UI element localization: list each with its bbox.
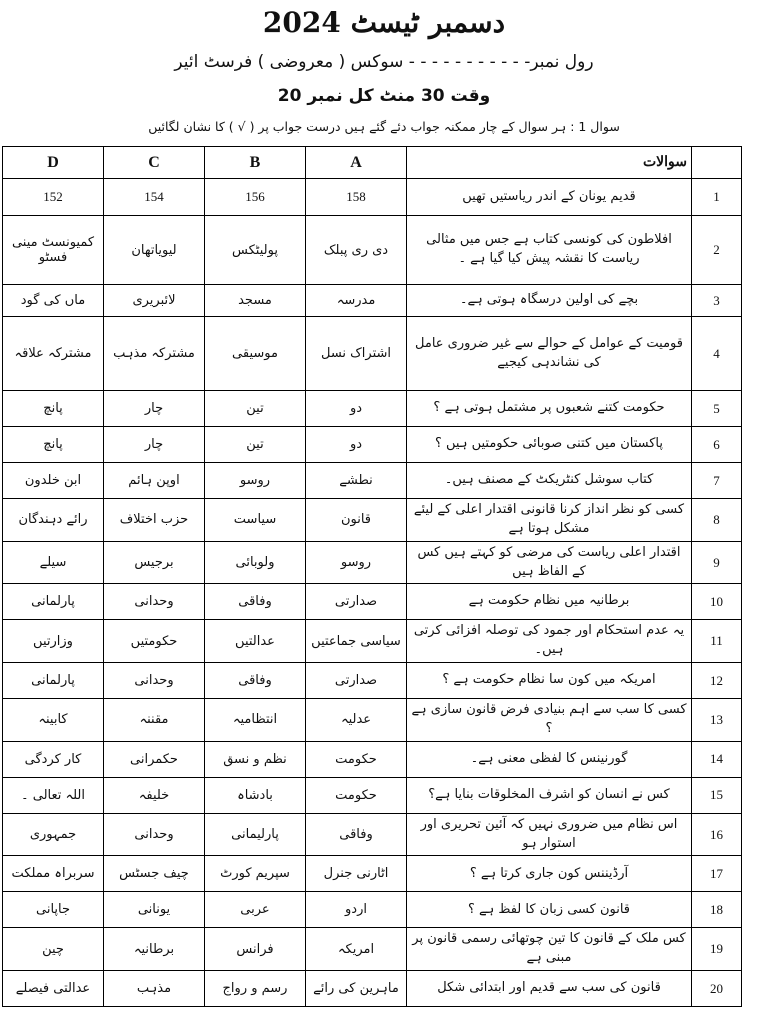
table-row <box>3 741 742 777</box>
option-d[interactable]: کمیونسٹ مینی فسٹو <box>3 216 104 285</box>
col-header-d: D <box>3 147 104 179</box>
option-d[interactable]: رائے دہندگان <box>3 499 104 542</box>
table-row <box>3 699 742 742</box>
option-c[interactable]: مذہب <box>104 971 205 1007</box>
option-d[interactable]: مشترکہ علاقہ <box>3 317 104 391</box>
questions-table <box>2 146 742 1007</box>
question-text: بچے کی اولین درسگاہ ہوتی ہے۔ <box>407 285 692 317</box>
table-row <box>3 971 742 1007</box>
option-a[interactable]: ماہرین کی رائے <box>306 971 407 1007</box>
option-a[interactable]: دی ری پبلک <box>306 216 407 285</box>
option-b[interactable]: تین <box>205 427 306 463</box>
option-b[interactable]: پارلیمانی <box>205 813 306 856</box>
table-row <box>3 663 742 699</box>
option-c[interactable]: وحدانی <box>104 584 205 620</box>
table-row <box>3 928 742 971</box>
option-d[interactable]: پانچ <box>3 391 104 427</box>
option-a[interactable]: سیاسی جماعتیں <box>306 620 407 663</box>
option-a[interactable]: صدارتی <box>306 584 407 620</box>
question-text: اقتدار اعلی ریاست کی مرضی کو کہتے ہیں کس کے الفاظ ہیں <box>407 541 692 584</box>
col-header-questions: سوالات <box>407 147 692 179</box>
option-b[interactable]: انتظامیہ <box>205 699 306 742</box>
roll-number-subject-line: رول نمبر- - - - - - - - - - - سوکس ( معروضی ) فرسٹ ائیر <box>174 52 594 72</box>
option-c[interactable]: اوپن ہائم <box>104 463 205 499</box>
col-header-number <box>692 147 742 179</box>
option-c[interactable]: برطانیہ <box>104 928 205 971</box>
questions-body <box>3 179 742 1007</box>
option-d[interactable]: پارلمانی <box>3 584 104 620</box>
question-number: 7 <box>692 463 742 499</box>
table-header-row <box>3 147 742 179</box>
option-b[interactable]: ولوبائی <box>205 541 306 584</box>
option-a[interactable]: امریکہ <box>306 928 407 971</box>
col-header-c: C <box>104 147 205 179</box>
question-text: گورنینس کا لفظی معنی ہے۔ <box>407 741 692 777</box>
table-row <box>3 777 742 813</box>
option-b[interactable]: رسم و رواج <box>205 971 306 1007</box>
option-a[interactable]: 158 <box>306 179 407 216</box>
question-number: 10 <box>692 584 742 620</box>
table-row <box>3 463 742 499</box>
col-header-b: B <box>205 147 306 179</box>
option-b[interactable]: سیاست <box>205 499 306 542</box>
option-c[interactable]: چار <box>104 391 205 427</box>
option-d[interactable]: پانچ <box>3 427 104 463</box>
option-a[interactable]: حکومت <box>306 777 407 813</box>
table-row <box>3 892 742 928</box>
option-a[interactable]: اٹارنی جنرل <box>306 856 407 892</box>
question-text: قانون کی سب سے قدیم اور ابتدائی شکل <box>407 971 692 1007</box>
table-row <box>3 620 742 663</box>
option-a[interactable]: اشتراک نسل <box>306 317 407 391</box>
option-a[interactable]: صدارتی <box>306 663 407 699</box>
option-b[interactable]: عدالتیں <box>205 620 306 663</box>
option-b[interactable]: سپریم کورٹ <box>205 856 306 892</box>
option-d[interactable]: کابینہ <box>3 699 104 742</box>
table-row <box>3 813 742 856</box>
option-d[interactable]: کار کردگی <box>3 741 104 777</box>
table-row <box>3 499 742 542</box>
question-number: 18 <box>692 892 742 928</box>
question-number: 2 <box>692 216 742 285</box>
table-row <box>3 584 742 620</box>
question-text: یہ عدم استحکام اور جمود کی توصلہ افزائی کرتی ہیں۔ <box>407 620 692 663</box>
option-b[interactable]: نظم و نسق <box>205 741 306 777</box>
option-d[interactable]: عدالتی فیصلے <box>3 971 104 1007</box>
option-c[interactable]: وحدانی <box>104 813 205 856</box>
time-marks-line: وقت 30 منٹ کل نمبر 20 <box>277 86 491 106</box>
option-d[interactable]: پارلمانی <box>3 663 104 699</box>
option-a[interactable]: وفاقی <box>306 813 407 856</box>
question-number: 11 <box>692 620 742 663</box>
question-number: 9 <box>692 541 742 584</box>
question-number: 12 <box>692 663 742 699</box>
option-c[interactable]: مشترکہ مذہب <box>104 317 205 391</box>
question-text: افلاطون کی کونسی کتاب ہے جس میں مثالی ریاست کا نقشہ پیش کیا گیا ہے ۔ <box>407 216 692 285</box>
table-row <box>3 285 742 317</box>
question-text: کتاب سوشل کنٹریکٹ کے مصنف ہیں۔ <box>407 463 692 499</box>
option-d[interactable]: سربراہ مملکت <box>3 856 104 892</box>
table-row <box>3 317 742 391</box>
question-number: 19 <box>692 928 742 971</box>
question-number: 16 <box>692 813 742 856</box>
option-d[interactable]: ابن خلدون <box>3 463 104 499</box>
table-row <box>3 216 742 285</box>
question-text: کسی کو نظر انداز کرنا قانونی اقتدار اعلی کے لیئے مشکل ہوتا ہے <box>407 499 692 542</box>
question-number: 4 <box>692 317 742 391</box>
question-text: کسی کا سب سے اہم بنیادی فرض قانون سازی ہے ؟ <box>407 699 692 742</box>
option-c[interactable]: مقننہ <box>104 699 205 742</box>
option-c[interactable]: خلیفہ <box>104 777 205 813</box>
question-text: اس نظام میں ضروری نہیں کہ آئین تحریری اور استوار ہو <box>407 813 692 856</box>
option-b[interactable]: روسو <box>205 463 306 499</box>
option-c[interactable]: حکومتیں <box>104 620 205 663</box>
option-c[interactable]: 154 <box>104 179 205 216</box>
option-d[interactable]: چین <box>3 928 104 971</box>
option-a[interactable]: دو <box>306 391 407 427</box>
option-d[interactable]: جمہوری <box>3 813 104 856</box>
question-text: حکومت کتنے شعبوں پر مشتمل ہوتی ہے ؟ <box>407 391 692 427</box>
option-b[interactable]: پولیٹکس <box>205 216 306 285</box>
question-number: 8 <box>692 499 742 542</box>
question-text: قومیت کے عوامل کے حوالے سے غیر ضروری عامل کی نشاندہی کیجیے <box>407 317 692 391</box>
option-a[interactable]: روسو <box>306 541 407 584</box>
option-d[interactable]: سیلے <box>3 541 104 584</box>
question-text: برطانیہ میں نظام حکومت ہے <box>407 584 692 620</box>
question-text: کس ملک کے قانون کا تین چوتھائی رسمی قانون پر مبنی ہے <box>407 928 692 971</box>
option-c[interactable]: چار <box>104 427 205 463</box>
option-c[interactable]: حزب اختلاف <box>104 499 205 542</box>
option-d[interactable]: جاپانی <box>3 892 104 928</box>
option-b[interactable]: بادشاہ <box>205 777 306 813</box>
table-row <box>3 541 742 584</box>
option-c[interactable]: یونانی <box>104 892 205 928</box>
option-a[interactable]: اردو <box>306 892 407 928</box>
table-row <box>3 179 742 216</box>
question-number: 5 <box>692 391 742 427</box>
option-c[interactable]: لیویاتھان <box>104 216 205 285</box>
option-a[interactable]: حکومت <box>306 741 407 777</box>
option-d[interactable]: اللہ تعالی ۔ <box>3 777 104 813</box>
option-c[interactable]: لائبریری <box>104 285 205 317</box>
col-header-a: A <box>306 147 407 179</box>
option-c[interactable]: حکمرانی <box>104 741 205 777</box>
question-number: 1 <box>692 179 742 216</box>
option-b[interactable]: مسجد <box>205 285 306 317</box>
option-b[interactable]: فرانس <box>205 928 306 971</box>
option-b[interactable]: وفاقی <box>205 663 306 699</box>
question-number: 13 <box>692 699 742 742</box>
question-number: 14 <box>692 741 742 777</box>
option-d[interactable]: وزارتیں <box>3 620 104 663</box>
question-text: آرڈیننس کون جاری کرتا ہے ؟ <box>407 856 692 892</box>
question-number: 17 <box>692 856 742 892</box>
option-b[interactable]: 156 <box>205 179 306 216</box>
option-b[interactable]: وفاقی <box>205 584 306 620</box>
question-number: 3 <box>692 285 742 317</box>
option-a[interactable]: قانون <box>306 499 407 542</box>
question-number: 15 <box>692 777 742 813</box>
question-text: کس نے انسان کو اشرف المخلوقات بنایا ہے؟ <box>407 777 692 813</box>
option-a[interactable]: عدلیہ <box>306 699 407 742</box>
table-row <box>3 391 742 427</box>
option-c[interactable]: چیف جسٹس <box>104 856 205 892</box>
option-a[interactable]: مدرسہ <box>306 285 407 317</box>
option-b[interactable]: موسیقی <box>205 317 306 391</box>
option-d[interactable]: 152 <box>3 179 104 216</box>
instruction-line: سوال 1 : ہر سوال کے چار ممکنہ جواب دئے گئے ہیں درست جواب پر ( √ ) کا نشان لگائیں <box>148 119 620 134</box>
option-d[interactable]: ماں کی گود <box>3 285 104 317</box>
option-b[interactable]: عربی <box>205 892 306 928</box>
option-a[interactable]: دو <box>306 427 407 463</box>
question-text: امریکہ میں کون سا نظام حکومت ہے ؟ <box>407 663 692 699</box>
question-text: پاکستان میں کتنی صوبائی حکومتیں ہیں ؟ <box>407 427 692 463</box>
table-row <box>3 856 742 892</box>
option-a[interactable]: نطشے <box>306 463 407 499</box>
option-c[interactable]: وحدانی <box>104 663 205 699</box>
question-text: قدیم یونان کے اندر ریاستیں تھیں <box>407 179 692 216</box>
question-number: 20 <box>692 971 742 1007</box>
exam-title: دسمبر ٹیسٹ 2024 <box>262 6 506 39</box>
option-b[interactable]: تین <box>205 391 306 427</box>
option-c[interactable]: برجیس <box>104 541 205 584</box>
question-number: 6 <box>692 427 742 463</box>
table-row <box>3 427 742 463</box>
question-text: قانون کسی زبان کا لفظ ہے ؟ <box>407 892 692 928</box>
